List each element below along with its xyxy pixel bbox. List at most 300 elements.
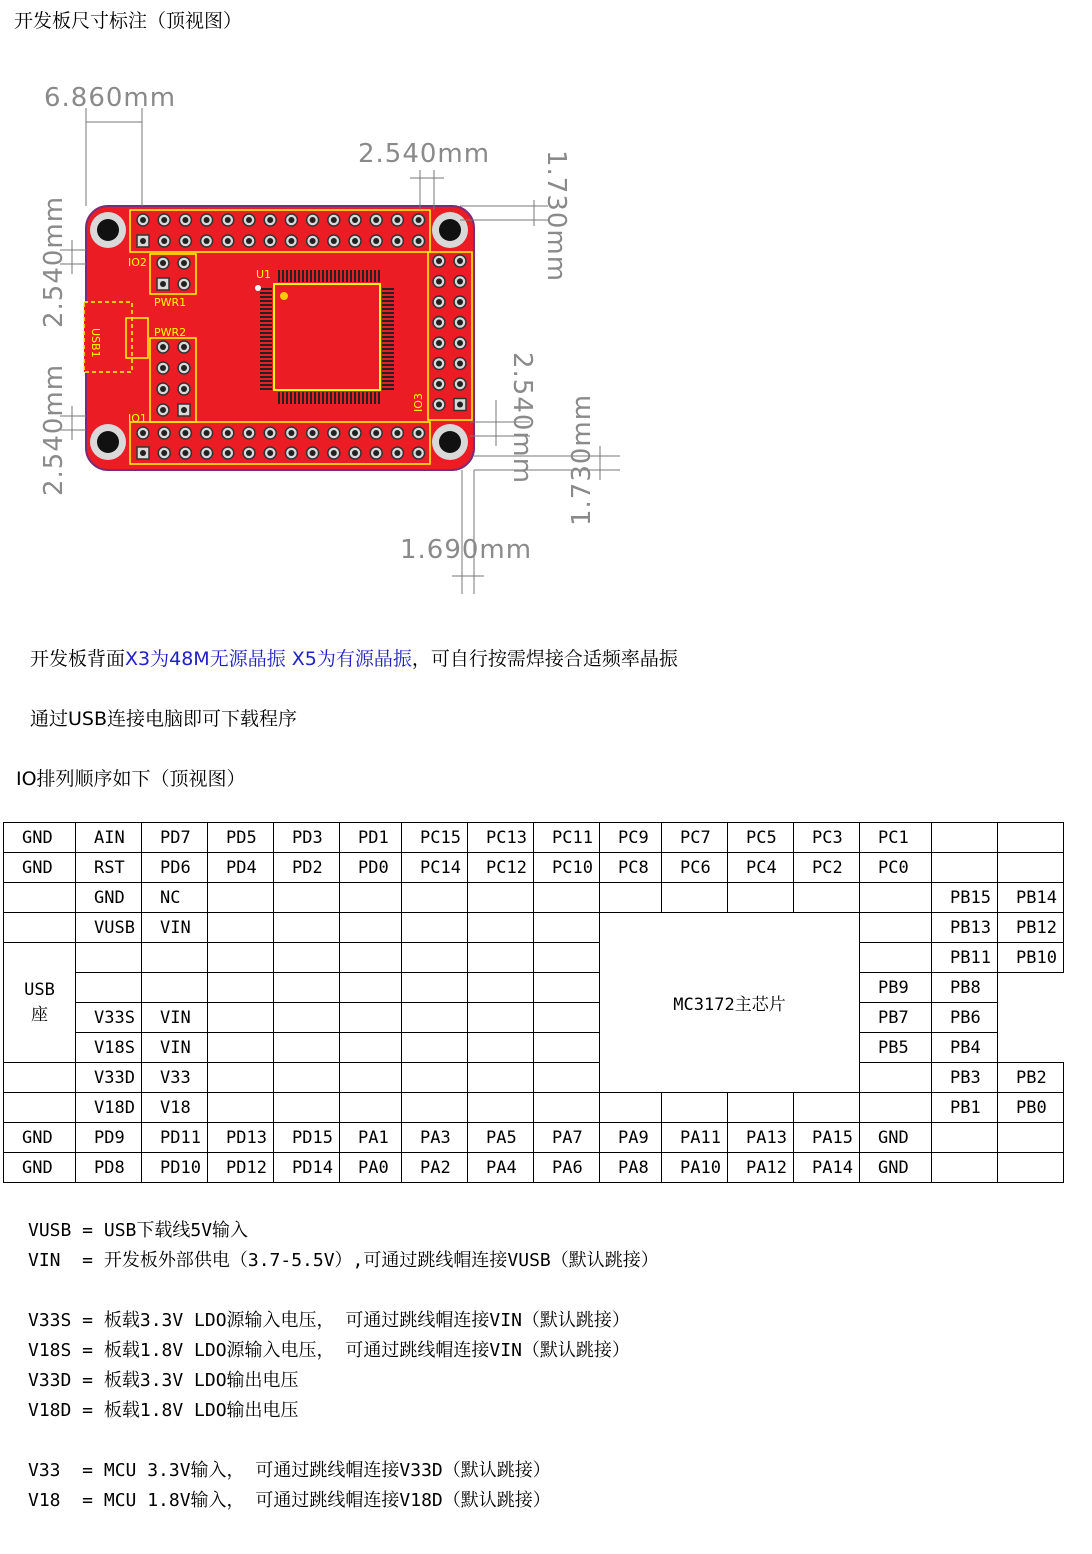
dim-1-730-right: 1.730mm — [567, 393, 597, 526]
chip-pin — [326, 392, 328, 404]
chip-pin — [378, 392, 380, 404]
table-cell — [998, 1123, 1064, 1153]
table-cell: PD4 — [208, 853, 274, 883]
chip-pin — [382, 340, 394, 342]
table-cell — [142, 973, 208, 1003]
table-cell: PA3 — [402, 1123, 468, 1153]
table-cell: GND — [860, 1123, 932, 1153]
header-pin-hole — [161, 430, 167, 436]
chip-pin — [302, 270, 304, 282]
chip-pin — [260, 320, 272, 322]
chip-pin — [362, 392, 364, 404]
header-pin-hole — [394, 450, 400, 456]
table-cell: PC2 — [794, 853, 860, 883]
table-cell — [340, 883, 402, 913]
chip-pin — [334, 270, 336, 282]
chip-pin — [290, 270, 292, 282]
header-pin-hole — [204, 430, 210, 436]
table-cell: VIN — [142, 1033, 208, 1063]
chip-pin — [366, 392, 368, 404]
table-cell — [998, 853, 1064, 883]
chip-pin — [346, 392, 348, 404]
chip-pin — [260, 356, 272, 358]
chip-pin — [286, 392, 288, 404]
header-pin-hole — [160, 344, 166, 350]
table-cell — [998, 823, 1064, 853]
table-cell: RST — [76, 853, 142, 883]
header-pin-hole — [246, 450, 252, 456]
header-pin-hole — [140, 450, 146, 456]
chip-pin — [260, 328, 272, 330]
chip-pin — [278, 392, 280, 404]
table-cell: V33D — [76, 1063, 142, 1093]
header-pin-hole — [160, 260, 166, 266]
chip-pin — [382, 384, 394, 386]
chip-pin — [298, 270, 300, 282]
header-pin-hole — [352, 450, 358, 456]
header-pin-hole — [288, 450, 294, 456]
table-cell: PD7 — [142, 823, 208, 853]
table-row — [4, 913, 1064, 943]
dim-1-690: 1.690mm — [400, 535, 533, 565]
table-cell: PD8 — [76, 1153, 142, 1183]
table-cell — [794, 1093, 860, 1123]
chip-pin — [382, 296, 394, 298]
chip-pin — [382, 328, 394, 330]
chip-pin — [282, 392, 284, 404]
table-row — [4, 943, 1064, 973]
chip-pin — [260, 304, 272, 306]
header-pin-hole — [373, 238, 379, 244]
table-cell: PD6 — [142, 853, 208, 883]
table-cell — [340, 1033, 402, 1063]
chip-pin — [306, 270, 308, 282]
table-cell: PB6 — [932, 1003, 998, 1033]
chip-pin — [286, 270, 288, 282]
table-row — [4, 853, 1064, 883]
header-pin-hole — [331, 217, 337, 223]
table-cell: PD2 — [274, 853, 340, 883]
chip-pin — [302, 392, 304, 404]
label-pwr2: PWR2 — [154, 326, 187, 339]
header-pin-hole — [288, 238, 294, 244]
table-cell: PC12 — [468, 853, 534, 883]
table-cell: PB0 — [998, 1093, 1064, 1123]
legend-v18d: V18D = 板载1.8V LDO输出电压 — [28, 1400, 299, 1421]
header-pin-hole — [457, 299, 463, 305]
header-pin-hole — [246, 217, 252, 223]
chip-pin — [318, 270, 320, 282]
table-cell: PB7 — [860, 1003, 932, 1033]
header-pin-hole — [160, 407, 166, 413]
table-cell: PD12 — [208, 1153, 274, 1183]
table-cell — [860, 1063, 932, 1093]
table-cell: PC4 — [728, 853, 794, 883]
header-pin-hole — [352, 430, 358, 436]
table-cell: PA4 — [468, 1153, 534, 1183]
table-cell — [468, 943, 534, 973]
usb-label-2: 座 — [31, 1005, 48, 1025]
chip-pin — [260, 300, 272, 302]
table-cell — [4, 1093, 76, 1123]
table-cell: V33S — [76, 1003, 142, 1033]
chip-pin — [294, 392, 296, 404]
header-pin-hole — [373, 450, 379, 456]
table-cell — [860, 913, 932, 943]
table-cell — [402, 973, 468, 1003]
table-cell — [860, 883, 932, 913]
header-pin-hole — [457, 320, 463, 326]
chip-pin — [350, 270, 352, 282]
table-cell — [340, 943, 402, 973]
table-cell — [4, 883, 76, 913]
header-pin-hole — [267, 450, 273, 456]
table-cell: PD13 — [208, 1123, 274, 1153]
chip-pin — [330, 392, 332, 404]
header-pin-hole — [140, 430, 146, 436]
chip-pin — [282, 270, 284, 282]
header-pin-hole — [160, 281, 166, 287]
table-cell — [860, 943, 932, 973]
table-cell — [208, 943, 274, 973]
header-pin-hole — [181, 281, 187, 287]
header-pin-hole — [394, 238, 400, 244]
header-pin-hole — [436, 361, 442, 367]
chip-pin — [260, 332, 272, 334]
chip-pin — [382, 292, 394, 294]
chip-pin — [346, 270, 348, 282]
chip-pin — [260, 384, 272, 386]
header-pin-hole — [457, 402, 463, 408]
chip-pin — [378, 270, 380, 282]
header-pin-hole — [436, 320, 442, 326]
table-cell — [534, 883, 600, 913]
table-cell: PA14 — [794, 1153, 860, 1183]
table-cell: PC6 — [662, 853, 728, 883]
chip-pin — [382, 332, 394, 334]
chip-pin — [260, 364, 272, 366]
table-cell — [274, 1063, 340, 1093]
table-cell — [534, 943, 600, 973]
table-cell: VIN — [142, 913, 208, 943]
header-pin-hole — [182, 430, 188, 436]
header-pin-hole — [373, 217, 379, 223]
table-cell: NC — [142, 883, 208, 913]
table-cell: GND — [860, 1153, 932, 1183]
header-pin-hole — [436, 299, 442, 305]
table-cell: VIN — [142, 1003, 208, 1033]
chip-pin — [382, 352, 394, 354]
note-crystal-a: 开发板背面 — [30, 648, 126, 670]
io-section-title: IO排列顺序如下（顶视图） — [16, 768, 246, 790]
header-pin-hole — [182, 450, 188, 456]
table-cell: PC10 — [534, 853, 600, 883]
header-pin-hole — [181, 365, 187, 371]
table-cell — [728, 883, 794, 913]
chip-pin — [260, 376, 272, 378]
chip-pin — [382, 388, 394, 390]
header-pin-hole — [457, 279, 463, 285]
table-cell: PA6 — [534, 1153, 600, 1183]
table-cell: GND — [76, 883, 142, 913]
chip-pin — [338, 392, 340, 404]
chip-pin — [318, 392, 320, 404]
header-pin-hole — [225, 450, 231, 456]
chip-pin — [382, 364, 394, 366]
chip-pin — [358, 270, 360, 282]
table-cell — [340, 973, 402, 1003]
table-cell — [208, 1063, 274, 1093]
chip-pin — [260, 360, 272, 362]
legend-v33s: V33S = 板载3.3V LDO源输入电压， 可通过跳线帽连接VIN（默认跳接） — [28, 1310, 630, 1331]
table-cell: PD1 — [340, 823, 402, 853]
table-cell — [76, 943, 142, 973]
table-row — [4, 1033, 1064, 1063]
header-pin-hole — [457, 361, 463, 367]
table-cell — [468, 913, 534, 943]
table-cell — [340, 1063, 402, 1093]
table-cell: PA9 — [600, 1123, 662, 1153]
table-cell: PD0 — [340, 853, 402, 883]
note-crystal-c: ，可自行按需焊接合适频率晶振 — [411, 648, 678, 670]
table-row — [4, 1093, 1064, 1123]
header-pin-hole — [457, 340, 463, 346]
table-cell — [208, 883, 274, 913]
chip-pin — [350, 392, 352, 404]
table-cell: PA8 — [600, 1153, 662, 1183]
chip-pin — [322, 392, 324, 404]
chip-pin — [382, 348, 394, 350]
table-cell — [534, 973, 600, 1003]
table-row — [4, 823, 1064, 853]
table-cell — [402, 1033, 468, 1063]
chip-pin — [382, 360, 394, 362]
header-pin-hole — [225, 238, 231, 244]
table-cell — [932, 1153, 998, 1183]
table-cell — [274, 913, 340, 943]
chip-pin — [382, 308, 394, 310]
table-cell: PB11 — [932, 943, 998, 973]
mcu-chip-outline — [274, 284, 380, 390]
label-io1: IO1 — [128, 412, 147, 425]
table-cell — [340, 913, 402, 943]
table-cell: PB13 — [932, 913, 998, 943]
table-row — [4, 1123, 1064, 1153]
usb-label-1: USB — [24, 980, 55, 1000]
header-pin-hole — [436, 258, 442, 264]
header-pin-hole — [310, 238, 316, 244]
chip-pin — [382, 288, 394, 290]
table-cell — [662, 1093, 728, 1123]
chip-pin — [338, 270, 340, 282]
table-cell: PC14 — [402, 853, 468, 883]
label-usb1: USB1 — [89, 328, 102, 358]
table-cell: PC3 — [794, 823, 860, 853]
table-cell — [274, 883, 340, 913]
table-cell — [468, 1033, 534, 1063]
header-pin-hole — [160, 386, 166, 392]
table-cell — [402, 913, 468, 943]
table-cell: PC0 — [860, 853, 932, 883]
table-row — [4, 1003, 1064, 1033]
header-pin-hole — [352, 217, 358, 223]
dim-6-860: 6.860mm — [44, 83, 177, 113]
header-pin-hole — [161, 238, 167, 244]
header-pin-hole — [225, 217, 231, 223]
table-cell — [274, 1033, 340, 1063]
table-cell — [274, 1003, 340, 1033]
table-cell — [932, 823, 998, 853]
table-cell: GND — [4, 1123, 76, 1153]
table-cell — [932, 1123, 998, 1153]
table-cell — [4, 913, 76, 943]
table-cell: VUSB — [76, 913, 142, 943]
table-cell — [468, 1063, 534, 1093]
table-cell: PA2 — [402, 1153, 468, 1183]
table-cell — [932, 853, 998, 883]
chip-pin — [382, 336, 394, 338]
chip-pin — [382, 312, 394, 314]
table-cell — [208, 913, 274, 943]
chip-pin — [260, 324, 272, 326]
chip-pin — [298, 392, 300, 404]
header-pin-hole — [331, 430, 337, 436]
table-cell — [794, 883, 860, 913]
table-cell: PC1 — [860, 823, 932, 853]
table-cell: PD15 — [274, 1123, 340, 1153]
table-cell: PB1 — [932, 1093, 998, 1123]
table-cell: PD10 — [142, 1153, 208, 1183]
table-cell: AIN — [76, 823, 142, 853]
table-cell: PA1 — [340, 1123, 402, 1153]
header-pin-hole — [373, 430, 379, 436]
chip-pin — [290, 392, 292, 404]
chip-pin — [374, 270, 376, 282]
chip-pin — [260, 312, 272, 314]
dim-1-730-top: 1.730mm — [541, 150, 571, 283]
chip-pin — [382, 372, 394, 374]
chip-pin — [382, 300, 394, 302]
table-cell: PC5 — [728, 823, 794, 853]
chip-pin — [330, 270, 332, 282]
header-pin-hole — [416, 217, 422, 223]
header-pin-hole — [436, 381, 442, 387]
table-cell — [728, 1093, 794, 1123]
table-cell — [208, 1033, 274, 1063]
table-cell: PD14 — [274, 1153, 340, 1183]
header-pin-hole — [160, 365, 166, 371]
chip-pin — [310, 270, 312, 282]
table-cell: GND — [4, 853, 76, 883]
legend-v18s: V18S = 板载1.8V LDO源输入电压， 可通过跳线帽连接VIN（默认跳接） — [28, 1340, 630, 1361]
chip-pin — [382, 316, 394, 318]
table-cell: PA7 — [534, 1123, 600, 1153]
chip-pin — [260, 316, 272, 318]
table-cell — [4, 1063, 76, 1093]
table-cell: PB2 — [998, 1063, 1064, 1093]
chip-pin — [362, 270, 364, 282]
chip-pin — [260, 388, 272, 390]
chip-pin — [382, 376, 394, 378]
header-pin-hole — [331, 450, 337, 456]
chip-pin — [260, 292, 272, 294]
table-cell: PA13 — [728, 1123, 794, 1153]
chip-pin — [278, 270, 280, 282]
chip-pin — [260, 296, 272, 298]
chip-pin — [260, 368, 272, 370]
table-cell — [662, 883, 728, 913]
table-cell: PB10 — [998, 943, 1064, 973]
legend-v18: V18 = MCU 1.8V输入， 可通过跳线帽连接V18D（默认跳接） — [28, 1490, 551, 1511]
chip-pin — [382, 344, 394, 346]
table-cell: PC13 — [468, 823, 534, 853]
header-pin-hole — [310, 450, 316, 456]
legend-v33d: V33D = 板载3.3V LDO输出电压 — [28, 1370, 299, 1391]
table-cell — [142, 943, 208, 973]
table-cell — [534, 913, 600, 943]
table-row — [4, 1153, 1064, 1183]
table-row — [4, 1063, 1064, 1093]
header-pin-hole — [436, 340, 442, 346]
table-cell — [76, 973, 142, 1003]
table-cell — [600, 1093, 662, 1123]
chip-pin — [370, 392, 372, 404]
table-cell: PC11 — [534, 823, 600, 853]
header-pin-hole — [267, 238, 273, 244]
table-row — [4, 973, 1064, 1003]
table-cell: PB3 — [932, 1063, 998, 1093]
header-pin-hole — [246, 238, 252, 244]
table-cell: PA5 — [468, 1123, 534, 1153]
header-pin-hole — [416, 238, 422, 244]
header-pin-hole — [181, 386, 187, 392]
table-cell: V18 — [142, 1093, 208, 1123]
chip-pin — [314, 270, 316, 282]
dim-2-540-right: 2.540mm — [507, 352, 537, 485]
header-pin-hole — [416, 450, 422, 456]
header-pin-hole — [288, 430, 294, 436]
usb-connector-cell — [4, 943, 76, 1063]
table-cell — [534, 1063, 600, 1093]
chip-pin — [382, 380, 394, 382]
legend-vin: VIN = 开发板外部供电（3.7-5.5V）,可通过跳线帽连接VUSB（默认跳接） — [28, 1250, 659, 1271]
table-cell — [208, 1003, 274, 1033]
table-cell: PD5 — [208, 823, 274, 853]
header-pin-hole — [457, 258, 463, 264]
header-pin-hole — [204, 238, 210, 244]
header-pin-hole — [181, 344, 187, 350]
table-cell: PB4 — [932, 1033, 998, 1063]
table-cell: V18S — [76, 1033, 142, 1063]
table-cell: PD9 — [76, 1123, 142, 1153]
header-pin-hole — [416, 430, 422, 436]
table-cell: PC9 — [600, 823, 662, 853]
header-pin-hole — [331, 238, 337, 244]
table-cell — [274, 973, 340, 1003]
chip-pin — [382, 320, 394, 322]
table-cell: PB14 — [998, 883, 1064, 913]
chip-pin — [334, 392, 336, 404]
table-cell — [468, 1093, 534, 1123]
table-cell: PB12 — [998, 913, 1064, 943]
header-pin-hole — [181, 260, 187, 266]
table-cell: PB8 — [932, 973, 998, 1003]
header-pin-hole — [140, 217, 146, 223]
header-pin-hole — [181, 407, 187, 413]
table-cell — [402, 1063, 468, 1093]
header-pin-hole — [140, 238, 146, 244]
chip-pin — [260, 288, 272, 290]
